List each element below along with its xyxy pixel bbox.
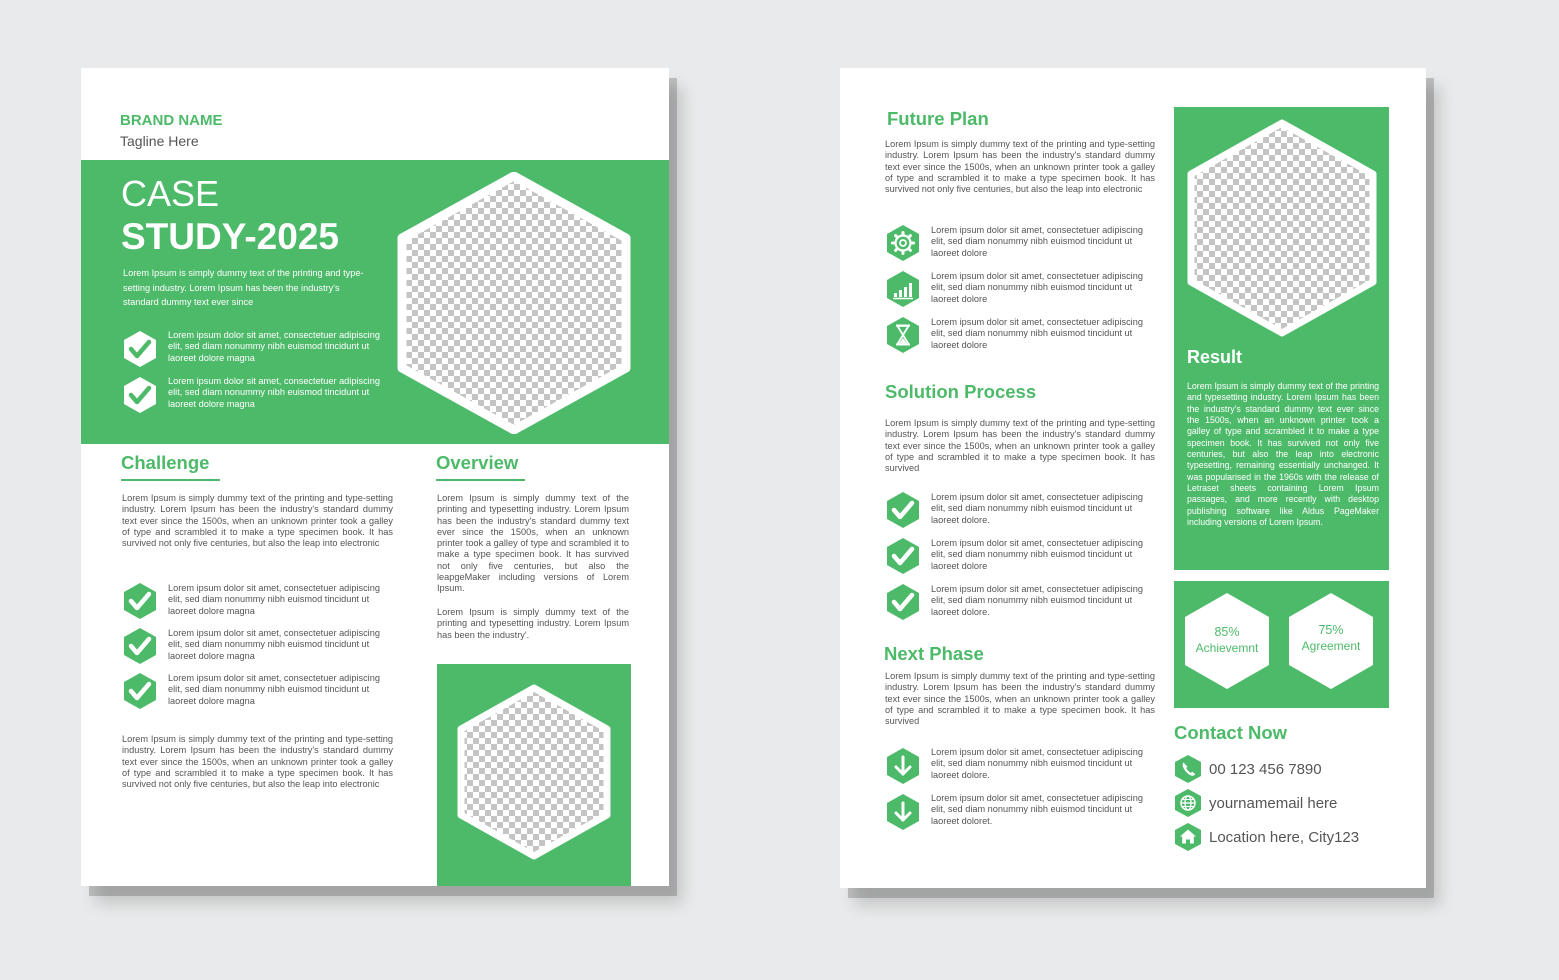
solution-check-text: Lorem ipsum dolor sit amet, consectetuer adipiscing elit, sed diam nonummy nibh euismod tincidunt ut laoreet dolore. [931, 492, 1143, 525]
contact-heading: Contact Now [1174, 722, 1288, 743]
next-phase-heading: Next Phase [884, 643, 984, 664]
challenge-check-text: Lorem ipsum dolor sit amet, consectetuer adipiscing elit, sed diam nonummy nibh euismod tincidunt ut laoreet dolore magna [168, 583, 380, 616]
check-icon [121, 627, 159, 665]
right-flyer-page [840, 68, 1426, 888]
tagline: Tagline Here [120, 133, 199, 149]
hero-check-text: Lorem ipsum dolor sit amet, consectetuer adipiscing elit, sed diam nonummy nibh euismod tincidunt ut laoreet dolore magna [168, 376, 380, 409]
home-icon [1174, 822, 1202, 852]
overview-text-2: Lorem Ipsum is simply dummy text of the printing and typesetting industry. Lorem Ipsum has been the industry'. [437, 607, 629, 640]
future-plan-heading: Future Plan [887, 108, 989, 129]
challenge-check-text: Lorem ipsum dolor sit amet, consectetuer adipiscing elit, sed diam nonummy nibh euismod tincidunt ut laoreet dolore magna [168, 673, 380, 706]
bar-chart-icon [884, 270, 922, 308]
result-heading: Result [1187, 347, 1243, 367]
challenge-text-2: Lorem Ipsum is simply dummy text of the printing and type-setting industry. Lorem Ipsum has been the industry's standard dummy text ever since the 1500s, when an unknown printer took a galley of type and scrambled it to make a type specimen book. It has survived not only five centuries, but also the leap into electronic [122, 734, 393, 790]
contact-phone: 00 123 456 7890 [1209, 761, 1322, 778]
solution-heading: Solution Process [885, 381, 1037, 402]
challenge-text: Lorem Ipsum is simply dummy text of the printing and type-setting industry. Lorem Ipsum has been the industry's standard dummy text ever since the 1500s, when an unknown printer took a galley of type and scrambled it to make a type specimen book. It has survived not only five centuries, but also the leap into electronic [122, 493, 393, 549]
stat-hexagon [1183, 591, 1271, 691]
overview-heading: Overview [436, 452, 519, 473]
contact-email: yournamemail here [1209, 795, 1338, 812]
future-plan-text: Lorem Ipsum is simply dummy text of the printing and type-setting industry. Lorem Ipsum has been the industry's standard dummy text ever since the 1500s, when an unknown printer took a galley of type and scrambled it to make a type specimen book. It has survived not only five centuries, but also the leap into electronic [885, 139, 1155, 195]
challenge-underline [121, 479, 220, 481]
result-text: Lorem Ipsum is simply dummy text of the printing and typesetting industry. Lorem Ipsum has been the industry's standard dummy text ever since the 1500s, when an unknown printer took a galley of type and scrambled it to make a type specimen book. It has survived not only five centuries, but also the leap into electronic typesetting, remaining essentially unchanged. It was popularised in the 1960s with the release of Letraset sheets containing Lorem Ipsum passages, and more recently with desktop publishing software like Aldus PageMaker including versions of Lorem Ipsum. [1187, 381, 1379, 528]
check-icon [884, 491, 922, 529]
check-icon [121, 330, 159, 368]
overview-underline [436, 479, 525, 481]
title-line-1: CASE [121, 173, 220, 214]
hero-image-placeholder [394, 172, 634, 434]
solution-check-text: Lorem ipsum dolor sit amet, consectetuer adipiscing elit, sed diam nonummy nibh euismod tincidunt ut laoreet dolore. [931, 584, 1143, 617]
globe-icon [1174, 788, 1202, 818]
contact-location: Location here, City123 [1209, 829, 1360, 846]
arrow-down-icon [884, 793, 922, 831]
phone-icon [1174, 754, 1202, 784]
brand-name: BRAND NAME [120, 112, 223, 129]
stat-label: Agreement [1301, 639, 1361, 653]
title-line-2: STUDY-2025 [121, 216, 339, 257]
arrow-down-icon [884, 747, 922, 785]
check-icon [121, 672, 159, 710]
next-phase-item-text: Lorem ipsum dolor sit amet, consectetuer adipiscing elit, sed diam nonummy nibh euismod tincidunt ut laoreet doloret. [931, 793, 1143, 826]
check-icon [884, 537, 922, 575]
challenge-heading: Challenge [121, 452, 210, 473]
next-phase-text: Lorem Ipsum is simply dummy text of the printing and type-setting industry. Lorem Ipsum has been the industry's standard dummy text ever since the 1500s, when an unknown printer took a galley of type and scrambled it to make a type specimen book. It has survived [885, 671, 1155, 727]
stat-value: 75% [1318, 623, 1344, 637]
stat-label: Achievemnt [1195, 641, 1259, 655]
hero-intro: Lorem Ipsum is simply dummy text of the printing and type-setting industry. Lorem Ipsum has been the industry's standard dummy text ever since [123, 268, 364, 307]
solution-check-text: Lorem ipsum dolor sit amet, consectetuer adipiscing elit, sed diam nonummy nibh euismod tincidunt ut laoreet dolore [931, 538, 1143, 571]
future-plan-item-text: Lorem ipsum dolor sit amet, consectetuer adipiscing elit, sed diam nonummy nibh euismod tincidunt ut laoreet dolore [931, 225, 1143, 258]
hourglass-icon [884, 316, 922, 354]
future-plan-item-text: Lorem ipsum dolor sit amet, consectetuer adipiscing elit, sed diam nonummy nibh euismod tincidunt ut laoreet dolore [931, 271, 1143, 304]
future-plan-item-text: Lorem ipsum dolor sit amet, consectetuer adipiscing elit, sed diam nonummy nibh euismod tincidunt ut laoreet dolore [931, 317, 1143, 350]
gear-icon [884, 224, 922, 262]
solution-text: Lorem Ipsum is simply dummy text of the printing and type-setting industry. Lorem Ipsum has been the industry's standard dummy text ever since the 1500s, when an unknown printer took a galley of type and scrambled it to make a type specimen book. It has survived [885, 418, 1155, 474]
next-phase-item-text: Lorem ipsum dolor sit amet, consectetuer adipiscing elit, sed diam nonummy nibh euismod tincidunt ut laoreet dolore. [931, 747, 1143, 780]
stats-panel [1174, 581, 1389, 708]
secondary-image-placeholder [455, 684, 613, 860]
result-image-placeholder [1185, 119, 1379, 337]
stat-hexagon [1287, 591, 1375, 691]
check-icon [121, 376, 159, 414]
hero-check-text: Lorem ipsum dolor sit amet, consectetuer adipiscing elit, sed diam nonummy nibh euismod tincidunt ut laoreet dolore magna [168, 330, 380, 363]
check-icon [121, 582, 159, 620]
result-panel [1174, 107, 1389, 570]
stat-value: 85% [1214, 625, 1240, 639]
overview-text: Lorem Ipsum is simply dummy text of the printing and typesetting industry. Lorem Ipsum has been the industry's standard dummy text ever since the 1500s, when an unknown printer took a galley of type and scrambled it to make a type specimen book. It has survived not only five centuries, but also the leapgeMaker including versions of Lorem Ipsum. [437, 493, 629, 594]
challenge-check-text: Lorem ipsum dolor sit amet, consectetuer adipiscing elit, sed diam nonummy nibh euismod tincidunt ut laoreet dolore magna [168, 628, 380, 661]
left-flyer-page [81, 68, 669, 886]
check-icon [884, 583, 922, 621]
